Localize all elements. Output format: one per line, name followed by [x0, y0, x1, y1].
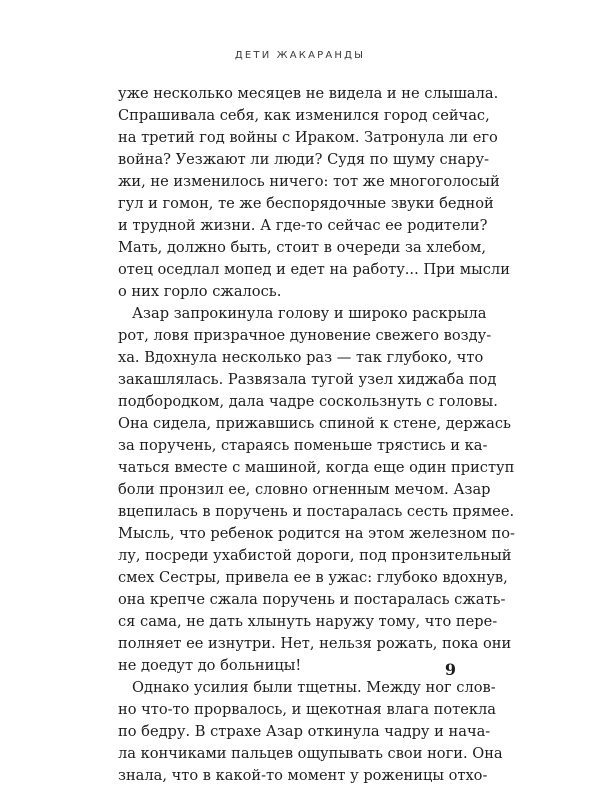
text-line: вцепилась в поручень и постаралась сесть прямее.: [118, 503, 515, 520]
paragraph-start-line: Однако усилия были тщетны. Между ног слов-: [132, 679, 496, 696]
text-line: боли пронзил ее, словно огненным мечом. Азар: [118, 481, 491, 498]
text-line: чаться вместе с машиной, когда еще один приступ: [118, 459, 515, 476]
text-line: отец оседлал мопед и едет на работу... При мысли: [118, 261, 510, 278]
text-line: знала, что в какой-то момент у роженицы отхо-: [118, 767, 488, 784]
paragraph-end-line: о них горло сжалось.: [118, 283, 282, 300]
text-line: жи, не изменилось ничего: тот же многоголосый: [118, 173, 500, 190]
text-line: на третий год войны с Ираком. Затронула ли его: [118, 129, 498, 146]
page-number: 9: [444, 660, 456, 679]
text-line: Она сидела, прижавшись спиной к стене, держась: [118, 415, 511, 432]
body-text: [118, 83, 515, 787]
text-line: Спрашивала себя, как изменился город сейчас,: [118, 107, 490, 124]
text-line: ся сама, не дать хлынуть наружу тому, что пере-: [118, 613, 498, 630]
text-line: ла кончиками пальцев ощупывать свои ноги. Она: [118, 745, 503, 762]
text-line: по бедру. В страхе Азар откинула чадру и нача-: [118, 723, 491, 740]
text-line: ха. Вдохнула несколько раз — так глубоко, что: [118, 349, 484, 366]
text-line: война? Уезжают ли люди? Судя по шуму снару-: [118, 151, 490, 168]
text-line: лу, посреди ухабистой дороги, под пронзительный: [118, 547, 512, 564]
text-line: уже несколько месяцев не видела и не слышала.: [118, 85, 499, 102]
text-line: Мысль, что ребенок родится на этом железном по-: [118, 525, 515, 542]
text-line: смех Сестры, привела ее в ужас: глубоко вдохнув,: [118, 569, 508, 586]
text-line: за поручень, стараясь поменьше трястись и ка-: [118, 437, 488, 454]
text-line: полняет ее изнутри. Нет, нельзя рожать, пока они: [118, 635, 512, 652]
text-line: закашлялась. Развязала тугой узел хиджаба под: [118, 371, 497, 388]
text-line: рот, ловя призрачное дуновение свежего возду-: [118, 327, 492, 344]
paragraph-end-line: не доедут до больницы!: [118, 657, 302, 674]
running-title: ДЕТИ ЖАКАРАНДЫ: [234, 50, 366, 61]
text-line: подбородком, дала чадре соскользнуть с головы.: [118, 393, 498, 410]
text-line: она крепче сжала поручень и постаралась сжать-: [118, 591, 506, 608]
paragraph-start-line: Азар запрокинула голову и широко раскрыла: [132, 305, 487, 322]
text-line: но что-то прорвалось, и щекотная влага потекла: [118, 701, 496, 718]
text-line: гул и гомон, те же беспорядочные звуки бедной: [118, 195, 494, 212]
text-line: и трудной жизни. А где-то сейчас ее родители?: [118, 217, 488, 234]
text-line: Мать, должно быть, стоит в очереди за хлебом,: [118, 239, 486, 256]
